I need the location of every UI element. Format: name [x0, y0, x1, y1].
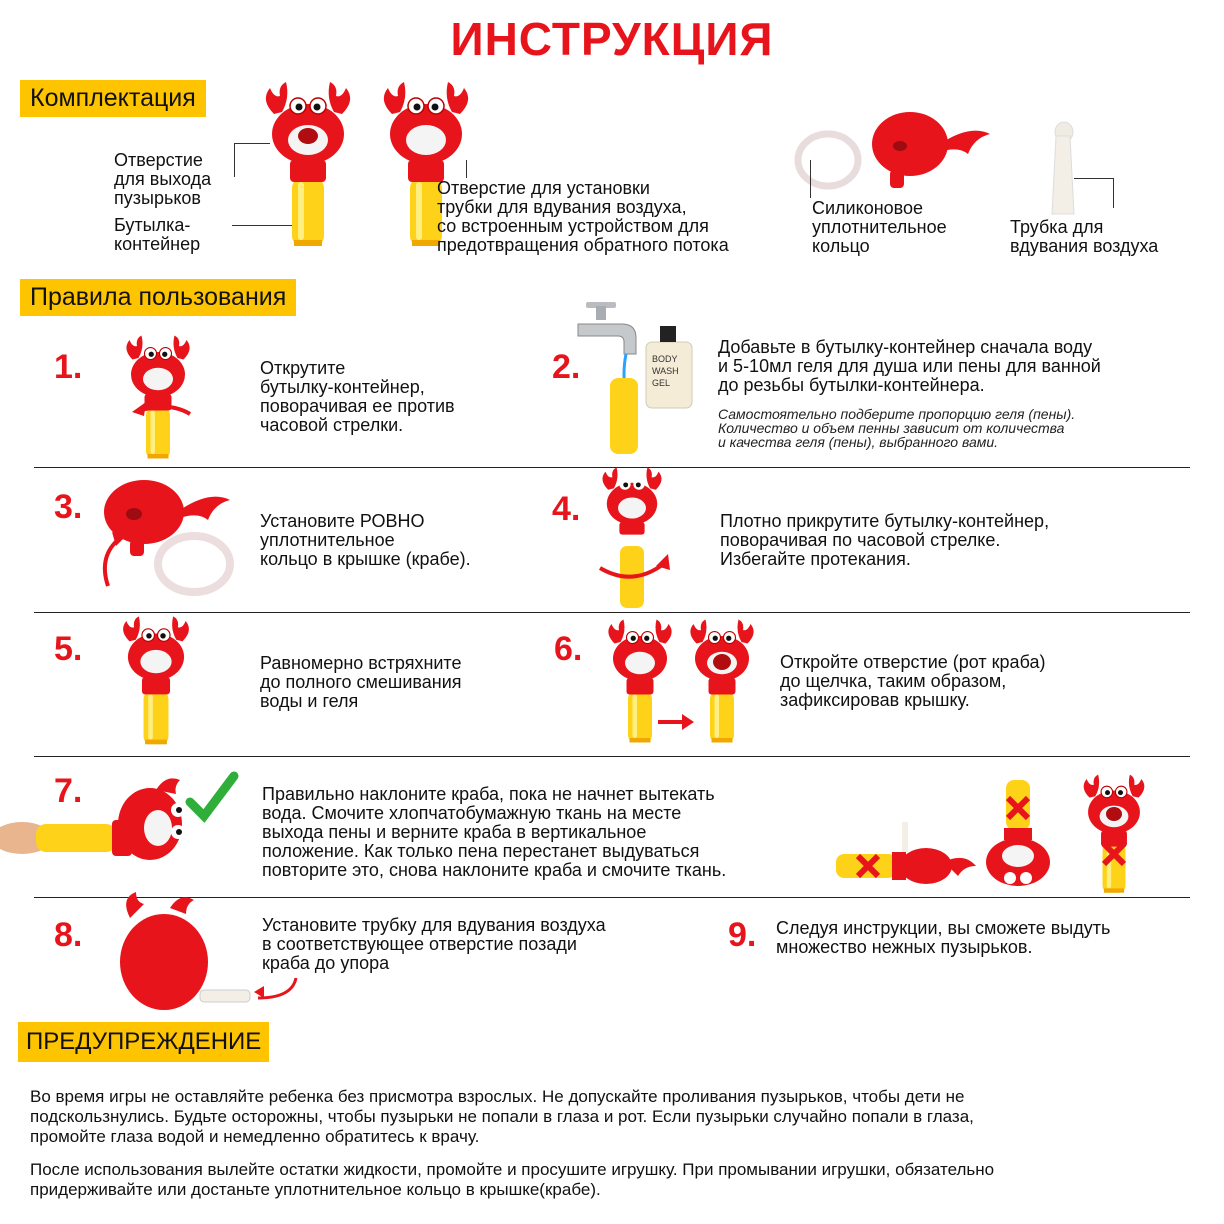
rules-heading: Правила пользования	[20, 279, 296, 316]
step-8-number: 8.	[54, 916, 83, 954]
divider	[34, 467, 1190, 468]
step-5-text: Равномерно встряхните до полного смешивания воды и геля	[260, 653, 462, 711]
step-3-text: Установите РОВНО уплотнительное кольцо в крышке (крабе).	[260, 511, 471, 569]
step-1-image	[110, 340, 210, 460]
step-3-image	[94, 474, 244, 606]
step-6-text: Откройте отверстие (рот краба) до щелчка, таким образом, зафиксировав крышку.	[780, 652, 1046, 710]
label-seal-ring: Силиконовое уплотнительное кольцо	[812, 198, 947, 256]
step-5-image	[108, 620, 208, 750]
step-7-text: Правильно наклоните краба, пока не начнет вытекать вода. Смочите хлопчатобумажную ткань на месте выхода пены и верните краба в вертикальное положение. Как только пена перестанет выдуваться повторите это, снова наклоните краба и смочите ткань.	[262, 784, 727, 880]
step-2-number: 2.	[552, 348, 581, 386]
gel-label-1: BODY	[652, 354, 678, 364]
gel-label-2: WASH	[652, 366, 679, 376]
step-9-number: 9.	[728, 916, 757, 954]
gel-label-3: GEL	[652, 378, 671, 388]
step-5-number: 5.	[54, 630, 83, 668]
label-air-hole: Отверстие для установки трубки для вдувания воздуха, со встроенным устройством для предотвращения обратного потока	[437, 178, 729, 255]
label-bubble-outlet: Отверстие для выхода пузырьков	[114, 150, 212, 208]
step-7-wrong-positions-image	[830, 772, 1160, 894]
ring-and-cap-image	[790, 104, 1010, 204]
step-2-image	[568, 294, 708, 464]
air-tube-image	[1048, 118, 1088, 218]
step-2-text: Добавьте в бутылку-контейнер сначала воду и 5-10мл геля для душа или пены для ванной до резьбы бутылки-контейнера.	[718, 337, 1101, 395]
step-6-image	[604, 622, 764, 748]
kit-heading: Комплектация	[20, 80, 206, 117]
step-7-number: 7.	[54, 772, 83, 810]
label-air-tube: Трубка для вдувания воздуха	[1010, 217, 1159, 256]
page-title: ИНСТРУКЦИЯ	[450, 13, 774, 65]
warning-heading: ПРЕДУПРЕЖДЕНИЕ	[18, 1022, 269, 1062]
step-1-number: 1.	[54, 348, 83, 386]
step-3-number: 3.	[54, 488, 83, 526]
label-bottle: Бутылка- контейнер	[114, 215, 201, 254]
divider	[34, 756, 1190, 757]
step-7-image	[0, 776, 260, 896]
step-8-text: Установите трубку для вдувания воздуха в соответствующее отверстие позади краба до упора	[262, 915, 606, 973]
divider	[34, 612, 1190, 613]
step-4-image	[594, 474, 674, 610]
step-2-note: Самостоятельно подберите пропорцию геля (пены). Количество и объем пенны зависит от количества и качества геля (пены), выбранного вами.	[718, 406, 1076, 450]
warning-paragraph-1: Во время игры не оставляйте ребенка без присмотра взрослых. Не допускайте проливания пузырьков, чтобы дети не подскользнулись. Будьте осторожны, чтобы пузырьки не попали в глаза и рот. Если пузырьки случайно попали в глаза, промойте глаза водой и немедленно обратитесь к врачу.	[30, 1087, 974, 1146]
step-1-text: Открутите бутылку-контейнер, поворачивая ее против часовой стрелки.	[260, 358, 455, 435]
step-9-text: Следуя инструкции, вы сможете выдуть множество нежных пузырьков.	[776, 918, 1111, 957]
warning-paragraph-2: После использования вылейте остатки жидкости, промойте и просушите игрушку. При промывании игрушки, обязательно придерживайте или достаньте уплотнительное кольцо в крышке(крабе).	[30, 1160, 995, 1199]
step-4-number: 4.	[552, 490, 581, 528]
step-6-number: 6.	[554, 630, 583, 668]
step-4-text: Плотно прикрутите бутылку-контейнер, поворачивая по часовой стрелке. Избегайте протекания.	[720, 511, 1050, 569]
